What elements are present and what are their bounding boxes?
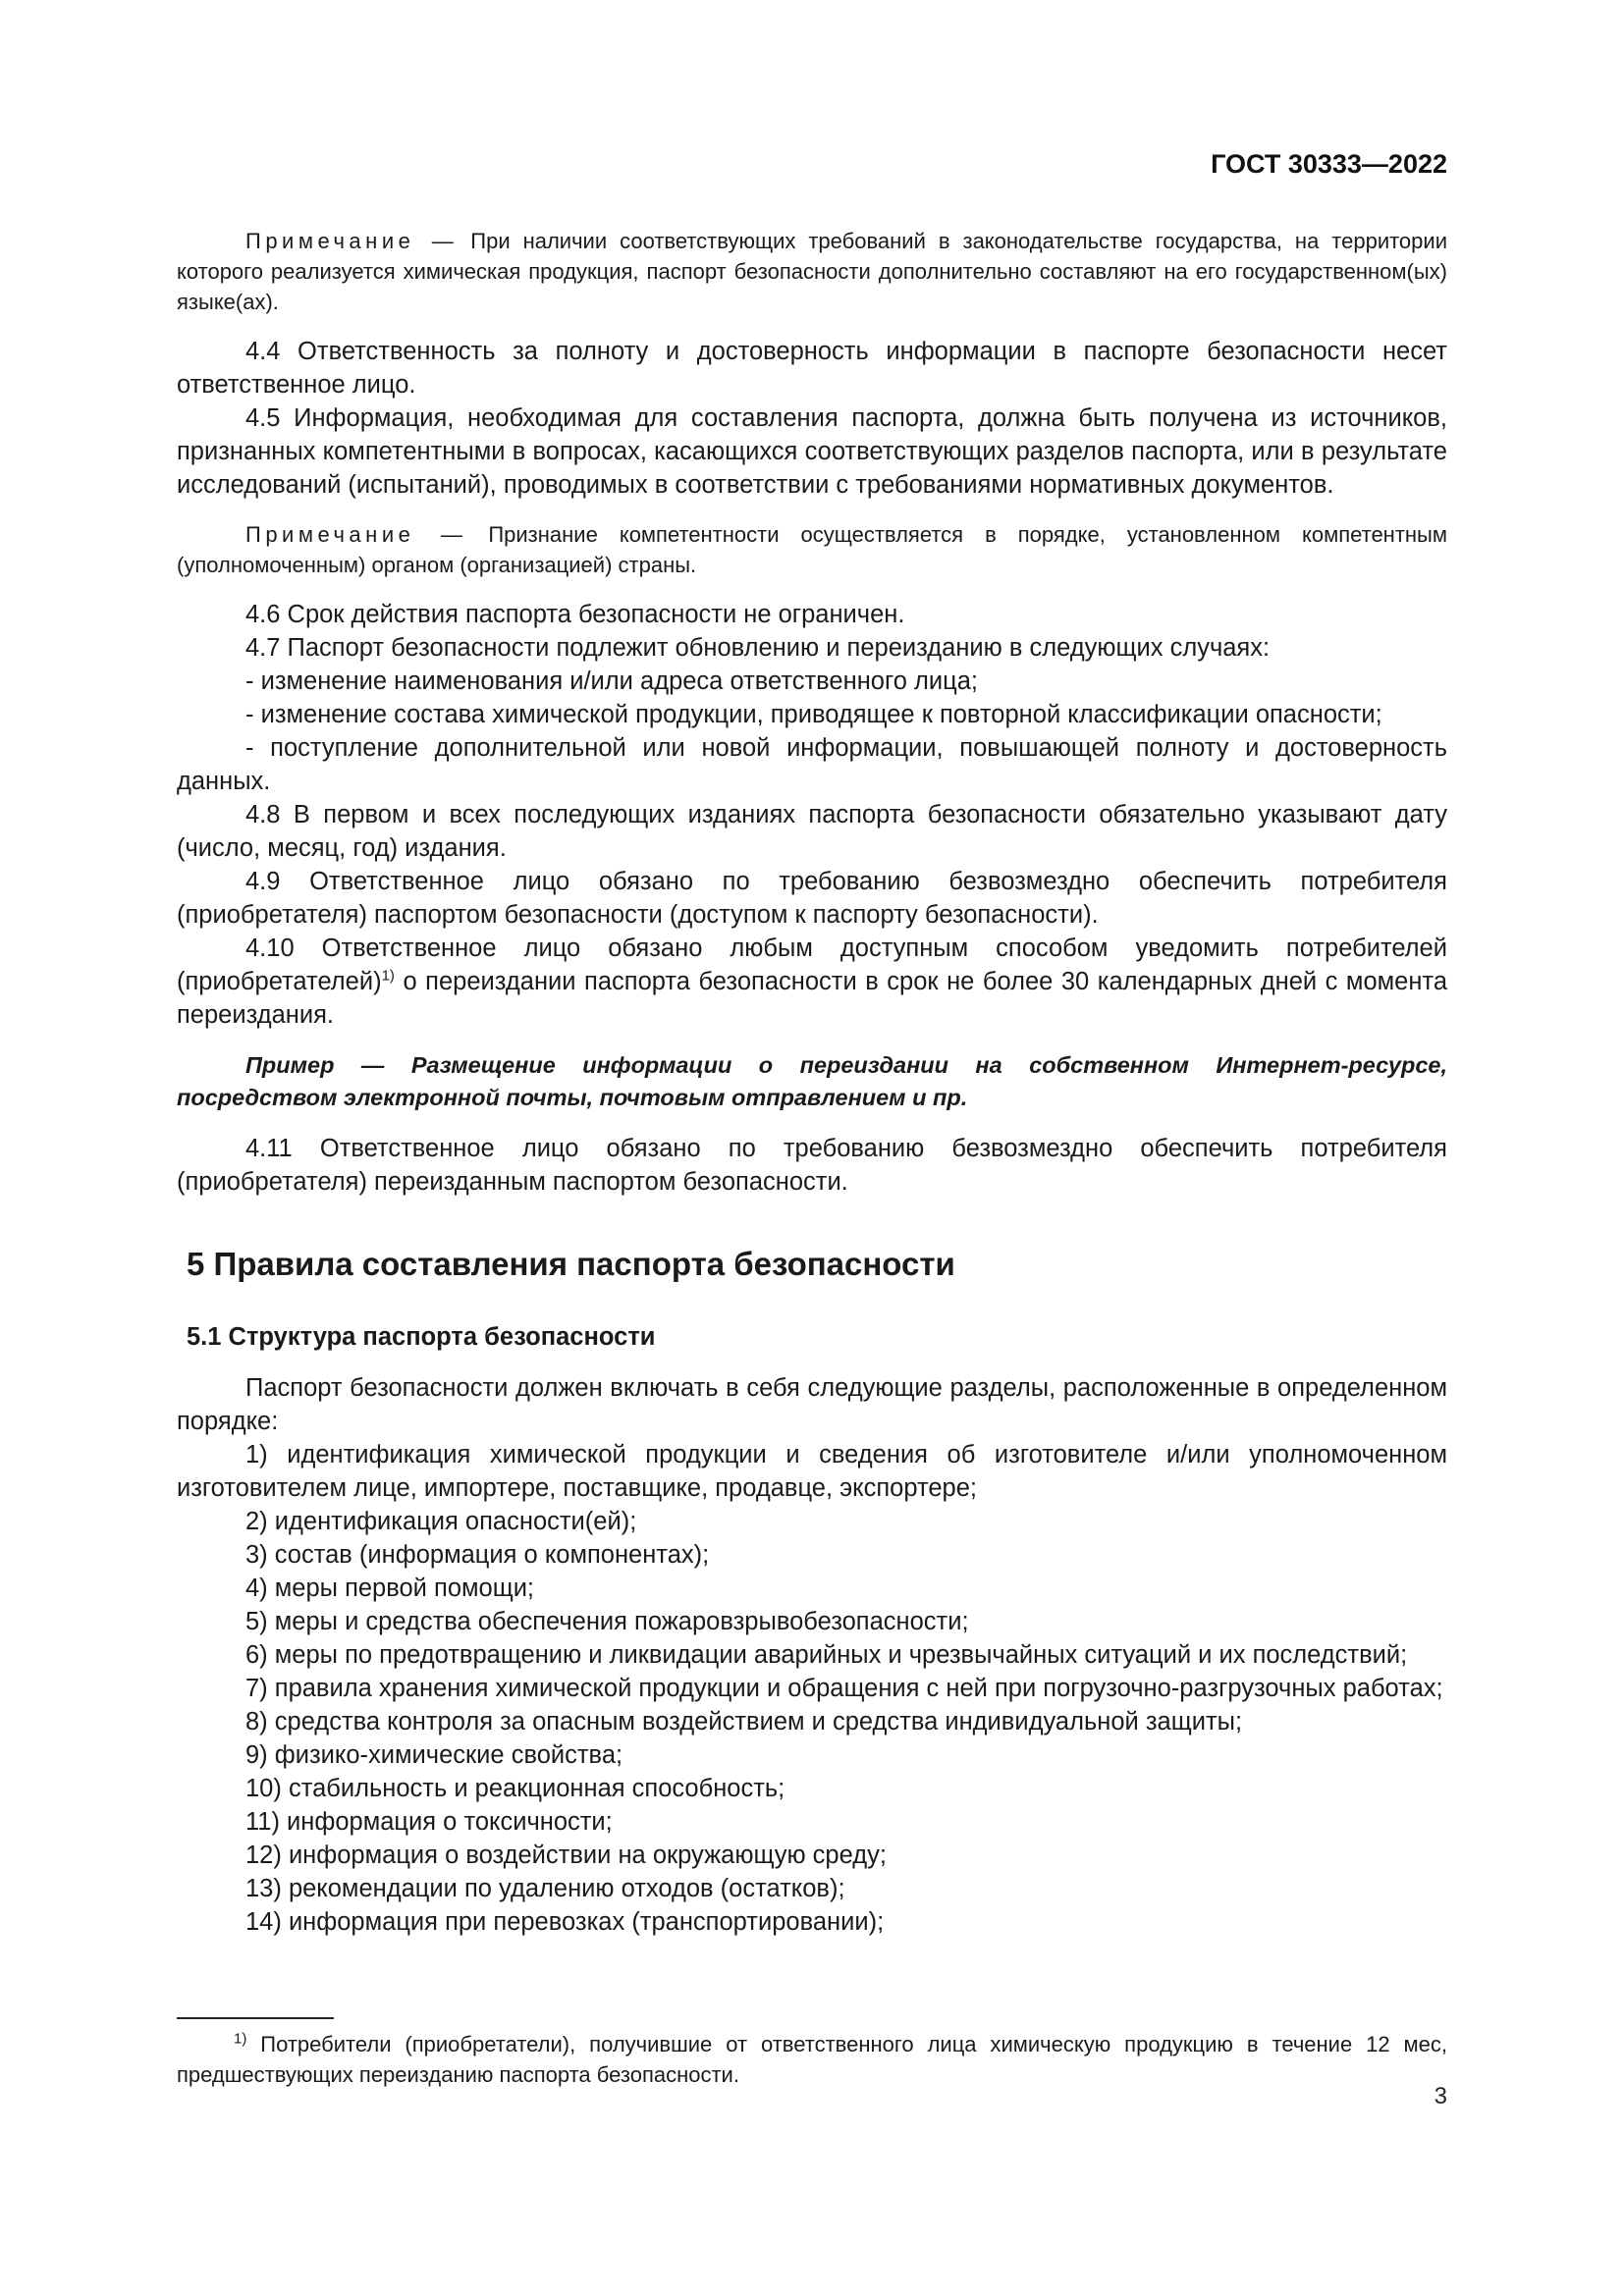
footnote-ref: 1) [381,967,395,985]
clause-4-11: 4.11 Ответственное лицо обязано по требованию безвозмездно обеспечить потребителя (приобретателя) переизданным паспортом безопасности. [177,1135,1447,1196]
list-item: 9) физико-химические свойства; [245,1741,623,1769]
clause-4-10: 4.10 Ответственное лицо обязано любым доступным способом уведомить потребителей (приобретателей)$^{1)}$ о переиздании паспорта безопасности в срок не более 30 календарных дней с момента переиздания. [177,934,1447,1029]
list-item: 12) информация о воздействии на окружающую среду; [245,1842,887,1869]
note-paragraph [177,519,1447,580]
subsection-heading: 5.1 Структура паспорта безопасности [187,1323,656,1351]
list-item: 5) меры и средства обеспечения пожаровзрывобезопасности; [245,1608,969,1635]
section-heading: 5 Правила составления паспорта безопасности [187,1246,955,1282]
note-text: При наличии соответствующих требований в законодательстве государства, на территории которого реализуется химическая продукция, паспорт безопасности дополнительно составляют на его государственном(ых) языке(ах). [177,229,1447,314]
note-paragraph [177,226,1447,317]
clause-4-6: 4.6 Срок действия паспорта безопасности не ограничен. [245,601,905,628]
list-item: 14) информация при перевозках (транспортировании); [245,1908,885,1936]
list-item: 11) информация о токсичности; [245,1808,613,1836]
clause-4-4: 4.4 Ответственность за полноту и достоверность информации в паспорте безопасности несет ответственное лицо. [177,338,1447,399]
clause-4-9: 4.9 Ответственное лицо обязано по требованию безвозмездно обеспечить потребителя (приобретателя) паспортом безопасности (доступом к паспорту безопасности). [177,868,1447,929]
footnotes [177,2017,1447,2090]
document-code: ГОСТ 30333—2022 [1211,149,1447,179]
footnote-divider [177,2017,334,2019]
list-item: - изменение состава химической продукции, приводящее к повторной классификации опасности; [245,701,1382,728]
list-item: 4) меры первой помощи; [245,1575,535,1602]
list-item: 1) идентификация химической продукции и сведения об изготовителе и/или уполномоченном изготовителем лице, импортере, поставщике, продавце, экспортере; [177,1441,1447,1502]
footnote-marker: 1) [234,2030,247,2048]
note-label: Примечание — [245,229,459,253]
footnote [177,2029,1447,2090]
page-number: 3 [1434,2083,1447,2109]
page-body [177,226,1447,1939]
list-item: 7) правила хранения химической продукции и обращения с ней при погрузочно-разгрузочных работах; [245,1675,1443,1702]
clause-4-5: 4.5 Информация, необходимая для составления паспорта, должна быть получена из источников, признанных компетентными в вопросах, касающихся соответствующих разделов паспорта, или в результате исследований (испытаний), проводимых в соответствии с требованиями нормативных документов. [177,404,1447,499]
list-item: - поступление дополнительной или новой информации, повышающей полноту и достоверность данных. [177,734,1447,795]
list-item: 2) идентификация опасности(ей); [245,1508,637,1535]
list-item: - изменение наименования и/или адреса ответственного лица; [245,667,978,695]
clause-4-8: 4.8 В первом и всех последующих изданиях паспорта безопасности обязательно указывают дату (число, месяц, год) издания. [177,801,1447,862]
example-paragraph: Пример — Размещение информации о переиздании на собственном Интернет-ресурсе, посредством электронной почты, почтовым отправлением и пр. [177,1052,1447,1110]
clause-4-7: 4.7 Паспорт безопасности подлежит обновлению и переизданию в следующих случаях: [245,634,1271,662]
list-item: 13) рекомендации по удалению отходов (остатков); [245,1875,845,1902]
footnote-text: Потребители (приобретатели), получившие от ответственного лица химическую продукцию в течение 12 мес, предшествующих переизданию паспорта безопасности. [177,2032,1447,2087]
list-item: 8) средства контроля за опасным воздействием и средства индивидуальной защиты; [245,1708,1243,1735]
note-text: Признание компетентности осуществляется в порядке, установленном компетентным (уполномоченным) органом (организацией) страны. [177,522,1447,577]
section-intro: Паспорт безопасности должен включать в себя следующие разделы, расположенные в определенном порядке: [177,1374,1447,1435]
list-item: 3) состав (информация о компонентах); [245,1541,710,1569]
note-label: Примечание — [245,522,467,547]
list-item: 10) стабильность и реакционная способность; [245,1775,785,1802]
list-item: 6) меры по предотвращению и ликвидации аварийных и чрезвычайных ситуаций и их последствий; [245,1641,1408,1669]
